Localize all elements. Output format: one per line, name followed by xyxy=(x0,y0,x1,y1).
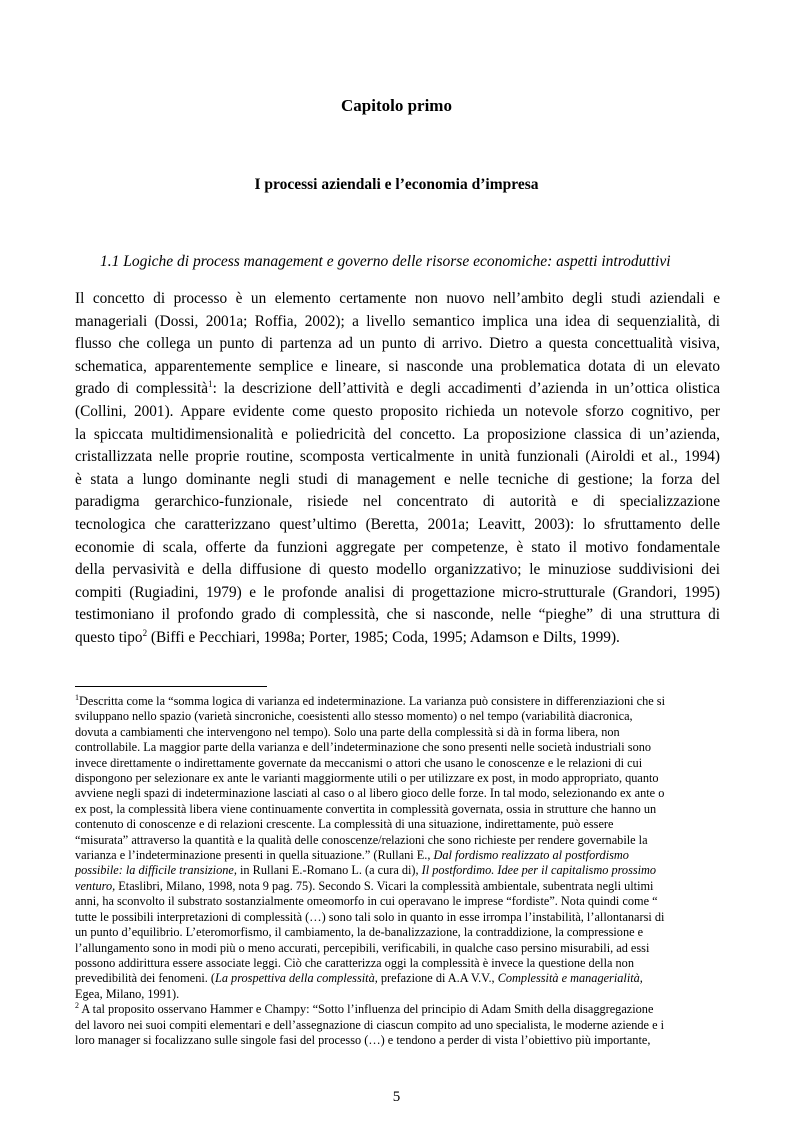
footnote-line: dovuta a cambiamenti che intervengono nel tempo). Solo una parte della complessità si dà in forma libera, non xyxy=(75,724,620,739)
footnote-line: dispongono per selezionare ex ante le varianti maggiormente utili o per utilizzare ex post, in modo appropriato, quanto xyxy=(75,771,659,786)
footnote-line: venturo, Etaslibri, Milano, 1998, nota 9 pag. 75). Secondo S. Vicari la complessità ambientale, subentrata negli ultimi xyxy=(75,878,654,893)
footnote-line: Egea, Milano, 1991). xyxy=(75,986,180,1001)
body-paragraph xyxy=(75,288,720,650)
footnote-ref[interactable]: 1 xyxy=(208,379,213,390)
body-line: testimoniano il profondo grado di complessità, che si nasconde, nelle “pieghe” di una struttura di xyxy=(75,606,720,624)
footnote-line: anni, ha sconvolto il substrato sostanzialmente omeomorfo in cui operavano le imprese “fordiste”. Nota quindi come “ xyxy=(75,894,658,909)
footnote-line: invece direttamente o indirettamente governate da meccanismi o attori che usano le conoscenze e le relazioni di cui xyxy=(75,755,643,770)
body-line: paradigma gerarchico-funzionale, risiede nel concentrato di autorità e di specializzazione xyxy=(75,493,720,511)
body-line: tecnologica che caratterizzano quest’ultimo (Beretta, 2001a; Leavitt, 2003): lo sfruttamento delle xyxy=(75,515,720,533)
footnote-marker: 1 xyxy=(75,692,79,702)
footnote-line: del lavoro nei suoi compiti elementari e dell’assegnazione di ciascun compito ad uno specialista, le moderne aziende e i xyxy=(75,1017,665,1032)
page-number: 5 xyxy=(392,1089,401,1105)
body-line: schematica, apparentemente semplice e lineare, si nasconde una problematica dotata di un elevato xyxy=(75,357,720,375)
footnote-line: $^2$ A tal proposito osservano Hammer e Champy: “Sotto l’influenza del principio di Adam Smith della disaggregazione xyxy=(75,1001,654,1017)
body-line: è stata a lungo dominante negli studi di management e nelle tecniche di gestione; la forza del xyxy=(75,470,720,488)
body-line: manageriali (Dossi, 2001a; Roffia, 2002); a livello semantico implica una idea di sequenzialità, di xyxy=(75,312,720,330)
body-line: cristallizzata nelle proprie routine, scomposta verticalmente in unità funzionali (Airoldi et al., 1994) xyxy=(75,448,720,466)
footnote-line: l’allungamento sono in modi più o meno accurati, percepibili, verificabili, in qualche caso persino misurabili, ad essi xyxy=(75,940,650,955)
body-line: questo tipo$^2$ (Biffi e Pecchiari, 1998a; Porter, 1985; Coda, 1995; Adamson e Dilts, 1999). xyxy=(75,627,620,646)
body-line: economie di scala, offerte da funzioni aggregate per competenze, è stato il motivo fondamentale xyxy=(75,538,720,556)
footnote-line: loro manager si focalizzano sulle singole fasi del processo (…) e tendono a perder di vista l’obiettivo più importante, xyxy=(75,1032,651,1047)
body-line: (Collini, 2001). Appare evidente come questo proposito richieda un notevole sforzo cognitivo, per xyxy=(75,402,720,420)
footnote-line: ex post, la complessità libera viene continuamente convertita in complessità governata, ossia in strutture che hanno un xyxy=(75,801,657,816)
section-heading: 1.1 Logiche di process management e governo delle risorse economiche: aspetti introduttivi xyxy=(100,253,671,270)
body-line: la spiccata multidimensionalità e poliedricità del concetto. La proposizione classica di un’azienda, xyxy=(75,425,720,443)
footnote-line: prevedibilità dei fenomeni. (La prospettiva della complessità, prefazione di A.A V.V., Complessità e managerialità, xyxy=(75,971,643,986)
chapter-label: Capitolo primo xyxy=(341,96,452,115)
footnote-line: contenuto di conoscenze e di relazioni crescente. La complessità di una situazione, indirettamente, può essere xyxy=(75,817,614,832)
footnote-line: $^1$Descritta come la “somma logica di varianza ed indeterminazione. La varianza può consistere in differenziazioni che si xyxy=(75,692,666,708)
body-line: Il concetto di processo è un elemento certamente non nuovo nell’ambito degli studi aziendali e xyxy=(75,290,720,307)
footnote-line: possono addirittura essere associate leggi. Ciò che caratterizza oggi la complessità è invece la questione della non xyxy=(75,955,634,970)
footnote-line: un punto d’equilibrio. L’eteromorfismo, il cambiamento, la de-banalizzazione, la contraddizione, la compressione e xyxy=(75,925,644,940)
footnote-separator xyxy=(75,686,267,687)
footnotes xyxy=(75,694,720,1048)
footnote-line: controllabile. La maggior parte della varianza e dell’indeterminazione che sono presenti nelle società industriali sono xyxy=(75,740,652,755)
body-line: grado di complessità$^1$: la descrizione dell’attività e degli accadimenti d’azienda in un’ottica olistica xyxy=(75,379,720,398)
footnote-line: possibile: la difficile transizione, in Rullani E.-Romano L. (a cura di), Il postfordimo. Idee per il capitalismo prossimo xyxy=(75,863,657,878)
footnote-line: “misurata” attraverso la quantità e la qualità delle conoscenze/relazioni che sono richieste per rendere governabile la xyxy=(75,832,648,847)
footnote-ref[interactable]: 2 xyxy=(142,627,148,638)
footnote-line: avviene negli spazi di indeterminazione lasciati al caso o al libero gioco delle forze. In tal modo, selezionando ex ante o xyxy=(75,786,665,801)
body-line: flusso che collega un punto di partenza ad un punto di arrivo. Dietro a questa concettualità visiva, xyxy=(75,335,720,353)
footnote-line: sviluppano nello spazio (varietà sincroniche, coesistenti allo stesso momento) o nel tempo (variabilità diacronica, xyxy=(75,709,633,724)
footnote-line: tutte le possibili interpretazioni di complessità (…) sono tali solo in quanto in esse irrompa l’instabilità, l’allontanarsi di xyxy=(75,909,665,924)
chapter-title: I processi aziendali e l’economia d’impresa xyxy=(254,176,539,193)
footnote-line: varianza e l’indeterminazione presenti in quella situazione.” (Rullani E., Dal fordismo realizzato al postfordismo xyxy=(75,848,629,863)
body-line: della pervasività e della diffusione di questo modello organizzativo; le minuziose suddivisioni dei xyxy=(75,561,720,579)
footnote-marker: 2 xyxy=(75,1001,79,1011)
body-line: compiti (Rugiadini, 1979) e le profonde analisi di progettazione micro-strutturale (Grandori, 1995) xyxy=(75,583,720,601)
